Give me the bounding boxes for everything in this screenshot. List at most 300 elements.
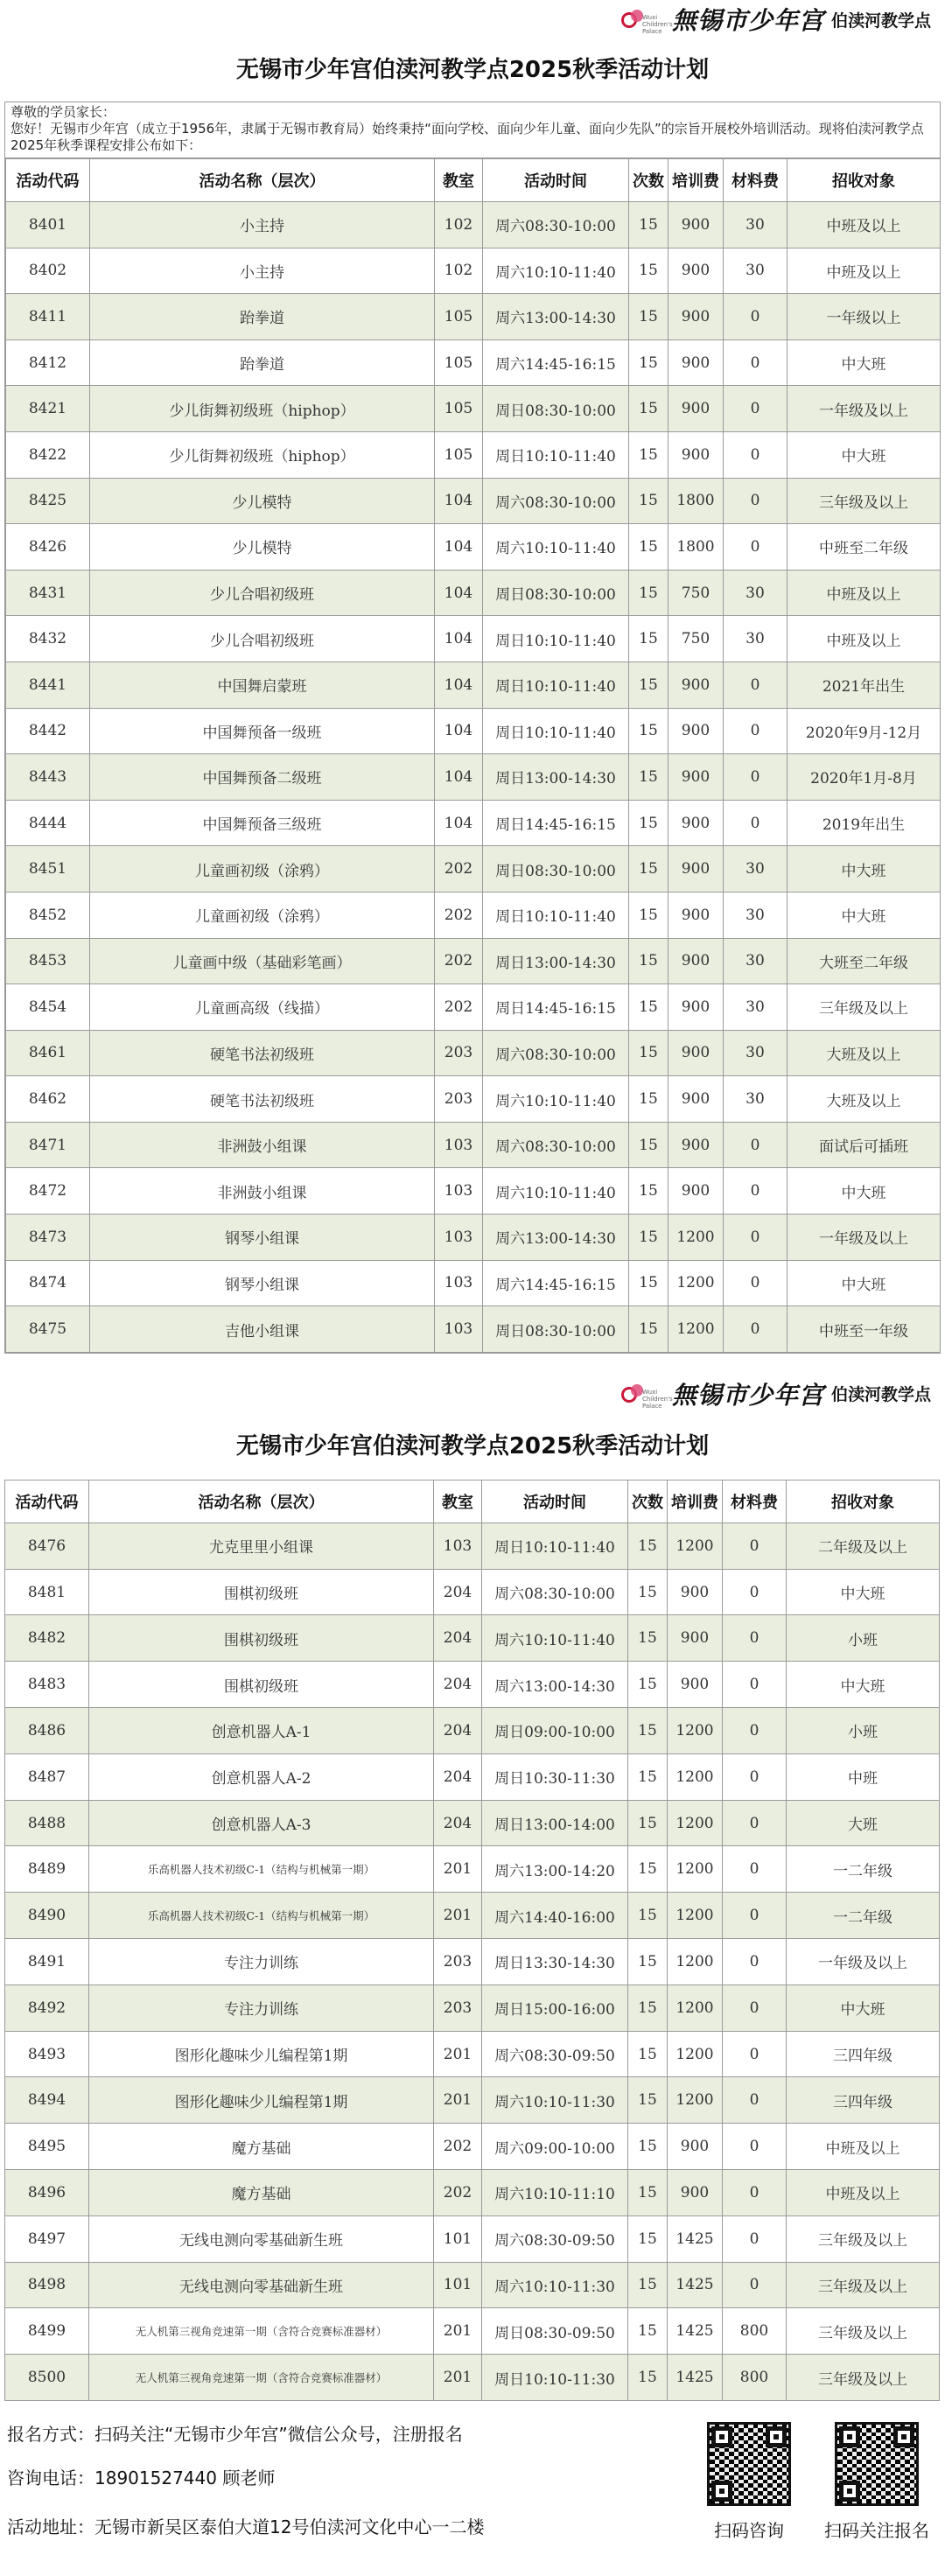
name-cell: 吉他小组课 [90, 1306, 435, 1353]
code-cell: 8411 [6, 294, 90, 340]
material-cell: 0 [724, 478, 788, 524]
time-cell: 周日08:30-09:50 [482, 2308, 628, 2355]
target-cell: 一年级及以上 [788, 1214, 941, 1261]
header-bar-2 [0, 1375, 945, 1413]
fee-cell: 900 [668, 1122, 724, 1168]
table-row [6, 938, 941, 984]
table-row [5, 1615, 940, 1662]
table-row [5, 2262, 940, 2308]
column-header: 培训费 [668, 159, 724, 202]
name-cell: 少儿街舞初级班（hiphop） [90, 431, 435, 478]
column-header: 次数 [629, 159, 668, 202]
time-cell: 周六10:10-11:30 [482, 2077, 628, 2124]
name-cell: 图形化趣味少儿编程第1期 [89, 2077, 434, 2124]
name-cell: 儿童画初级（涂鸦） [90, 846, 435, 892]
name-cell: 中国舞启蒙班 [90, 662, 435, 708]
table-row [6, 1168, 941, 1214]
room-cell: 201 [434, 2308, 482, 2355]
material-cell: 0 [723, 1939, 787, 1985]
name-cell: 围棋初级班 [89, 1662, 434, 1708]
code-cell: 8444 [6, 800, 90, 846]
time-cell: 周日10:10-11:40 [483, 708, 629, 754]
target-cell: 三年级及以上 [788, 984, 941, 1031]
room-cell: 102 [435, 248, 483, 294]
fee-cell: 1800 [668, 478, 724, 524]
material-cell: 0 [723, 1754, 787, 1800]
code-cell: 8496 [5, 2170, 89, 2216]
table-row [6, 1076, 941, 1123]
room-cell: 204 [434, 1569, 482, 1615]
code-cell: 8482 [5, 1615, 89, 1662]
name-cell: 跆拳道 [90, 340, 435, 386]
material-cell: 0 [723, 2031, 787, 2077]
table-row [5, 1754, 940, 1800]
name-cell: 少儿模特 [90, 524, 435, 570]
code-cell: 8497 [5, 2216, 89, 2262]
target-cell: 三年级及以上 [787, 2216, 940, 2262]
code-cell: 8489 [5, 1846, 89, 1893]
fee-cell: 750 [668, 616, 724, 662]
count-cell: 15 [629, 754, 668, 801]
name-cell: 无人机第三视角竞速第一期（含符合竞赛标准器材） [89, 2355, 434, 2401]
count-cell: 15 [628, 2124, 668, 2170]
target-cell: 中班及以上 [788, 570, 941, 616]
time-cell: 周六10:10-11:30 [482, 2262, 628, 2308]
table-row [5, 2031, 940, 2077]
column-header: 招收对象 [788, 159, 941, 202]
room-cell: 203 [435, 1030, 483, 1076]
time-cell: 周日10:10-11:40 [483, 431, 629, 478]
fee-cell: 1200 [668, 2031, 723, 2077]
target-cell: 中大班 [788, 846, 941, 892]
material-cell: 0 [724, 524, 788, 570]
table-row [5, 1893, 940, 1939]
room-cell: 104 [435, 616, 483, 662]
fee-cell: 1425 [668, 2355, 723, 2401]
time-cell: 周六14:40-16:00 [482, 1893, 628, 1939]
name-cell: 专注力训练 [89, 1939, 434, 1985]
time-cell: 周日15:00-16:00 [482, 1984, 628, 2031]
count-cell: 15 [629, 431, 668, 478]
table-row [6, 524, 941, 570]
room-cell: 104 [435, 478, 483, 524]
table-row [6, 1122, 941, 1168]
material-cell: 0 [723, 2124, 787, 2170]
column-header: 培训费 [668, 1480, 723, 1522]
table-row [6, 570, 941, 616]
room-cell: 201 [434, 1893, 482, 1939]
table-row [6, 708, 941, 754]
code-cell: 8425 [6, 478, 90, 524]
material-cell: 30 [724, 1076, 788, 1123]
table-row [6, 892, 941, 938]
material-cell: 30 [724, 892, 788, 938]
table-row [5, 2355, 940, 2401]
code-cell: 8461 [6, 1030, 90, 1076]
code-cell: 8474 [6, 1260, 90, 1306]
room-cell: 202 [435, 938, 483, 984]
name-cell: 乐高机器人技术初级C-1（结构与机械第一期） [89, 1846, 434, 1893]
target-cell: 中班及以上 [787, 2170, 940, 2216]
material-cell: 30 [724, 1030, 788, 1076]
room-cell: 201 [434, 1846, 482, 1893]
material-cell: 0 [723, 2077, 787, 2124]
column-header: 教室 [434, 1480, 482, 1522]
target-cell: 中大班 [787, 1662, 940, 1708]
fee-cell: 1200 [668, 1522, 723, 1569]
material-cell: 0 [724, 708, 788, 754]
material-cell: 0 [724, 662, 788, 708]
room-cell: 101 [434, 2262, 482, 2308]
name-cell: 儿童画高级（线描） [90, 984, 435, 1031]
fee-cell: 900 [668, 248, 724, 294]
code-cell: 8401 [6, 202, 90, 248]
material-cell: 0 [724, 1122, 788, 1168]
name-cell: 创意机器人A-3 [89, 1800, 434, 1846]
target-cell: 中大班 [788, 1168, 941, 1214]
code-cell: 8402 [6, 248, 90, 294]
count-cell: 15 [629, 1214, 668, 1261]
target-cell: 中大班 [787, 1984, 940, 2031]
time-cell: 周日13:30-14:30 [482, 1939, 628, 1985]
table-row [6, 202, 941, 248]
count-cell: 15 [629, 1168, 668, 1214]
name-cell: 无线电测向零基础新生班 [89, 2216, 434, 2262]
time-cell: 周六10:10-11:10 [482, 2170, 628, 2216]
target-cell: 小班 [787, 1708, 940, 1754]
table-row [6, 248, 941, 294]
material-cell: 0 [723, 2170, 787, 2216]
count-cell: 15 [629, 202, 668, 248]
address-info: 活动地址：无锡市新吴区泰伯大道12号伯渎河文化中心一二楼 [7, 2516, 485, 2538]
fee-cell: 900 [668, 1615, 723, 1662]
room-cell: 101 [434, 2216, 482, 2262]
target-cell: 三年级及以上 [787, 2262, 940, 2308]
room-cell: 104 [435, 754, 483, 801]
fee-cell: 1200 [668, 1306, 724, 1353]
count-cell: 15 [628, 1522, 668, 1569]
time-cell: 周日08:30-10:00 [483, 846, 629, 892]
material-cell: 0 [723, 1984, 787, 2031]
target-cell: 2019年出生 [788, 800, 941, 846]
room-cell: 201 [434, 2077, 482, 2124]
count-cell: 15 [629, 708, 668, 754]
count-cell: 15 [629, 892, 668, 938]
time-cell: 周六13:00-14:30 [483, 1214, 629, 1261]
name-cell: 小主持 [90, 248, 435, 294]
target-cell: 中大班 [788, 1260, 941, 1306]
name-cell: 尤克里里小组课 [89, 1522, 434, 1569]
name-cell: 魔方基础 [89, 2124, 434, 2170]
count-cell: 15 [629, 984, 668, 1031]
count-cell: 15 [628, 2031, 668, 2077]
follow-qr-code-icon[interactable] [835, 2422, 919, 2506]
fee-cell: 900 [668, 1569, 723, 1615]
name-cell: 钢琴小组课 [90, 1260, 435, 1306]
column-header: 活动名称（层次） [89, 1480, 434, 1522]
code-cell: 8454 [6, 984, 90, 1031]
count-cell: 15 [628, 1615, 668, 1662]
table-row [5, 2077, 940, 2124]
schedule-table-2 [4, 1480, 940, 2401]
table-row [6, 294, 941, 340]
name-cell: 少儿模特 [90, 478, 435, 524]
material-cell: 30 [724, 202, 788, 248]
fee-cell: 900 [668, 938, 724, 984]
name-cell: 围棋初级班 [89, 1615, 434, 1662]
code-cell: 8431 [6, 570, 90, 616]
count-cell: 15 [628, 1569, 668, 1615]
room-cell: 102 [435, 202, 483, 248]
room-cell: 104 [435, 570, 483, 616]
table-row [6, 431, 941, 478]
material-cell: 30 [724, 984, 788, 1031]
room-cell: 204 [434, 1800, 482, 1846]
room-cell: 103 [435, 1214, 483, 1261]
greeting: 尊敬的学员家长： [10, 104, 116, 120]
fee-cell: 1425 [668, 2216, 723, 2262]
time-cell: 周日14:45-16:15 [483, 800, 629, 846]
name-cell: 少儿合唱初级班 [90, 570, 435, 616]
name-cell: 跆拳道 [90, 294, 435, 340]
code-cell: 8421 [6, 386, 90, 432]
count-cell: 15 [628, 1662, 668, 1708]
room-cell: 202 [435, 892, 483, 938]
count-cell: 15 [629, 1260, 668, 1306]
count-cell: 15 [629, 294, 668, 340]
palace-emblem-icon: Wuxi Children's Palace [620, 7, 665, 32]
code-cell: 8495 [5, 2124, 89, 2170]
count-cell: 15 [628, 1800, 668, 1846]
count-cell: 15 [629, 1030, 668, 1076]
room-cell: 204 [434, 1662, 482, 1708]
material-cell: 0 [723, 2262, 787, 2308]
room-cell: 202 [435, 846, 483, 892]
fee-cell: 1200 [668, 2077, 723, 2124]
time-cell: 周六10:10-11:40 [483, 1168, 629, 1214]
room-cell: 103 [435, 1306, 483, 1353]
time-cell: 周六09:00-10:00 [482, 2124, 628, 2170]
code-cell: 8432 [6, 616, 90, 662]
time-cell: 周日08:30-10:00 [483, 1306, 629, 1353]
code-cell: 8451 [6, 846, 90, 892]
brand-logo [620, 5, 931, 33]
room-cell: 103 [435, 1260, 483, 1306]
target-cell: 中班及以上 [787, 2124, 940, 2170]
fee-cell: 900 [668, 800, 724, 846]
palace-emblem-icon: Wuxi Children's Palace [620, 1382, 665, 1406]
fee-cell: 900 [668, 1030, 724, 1076]
time-cell: 周日13:00-14:30 [483, 938, 629, 984]
fee-cell: 900 [668, 2170, 723, 2216]
fee-cell: 1200 [668, 1984, 723, 2031]
fee-cell: 1425 [668, 2262, 723, 2308]
room-cell: 104 [435, 708, 483, 754]
intro-text [5, 102, 940, 158]
name-cell: 无人机第三视角竞速第一期（含符合竞赛标准器材） [89, 2308, 434, 2355]
count-cell: 15 [628, 1846, 668, 1893]
room-cell: 105 [435, 294, 483, 340]
room-cell: 201 [434, 2355, 482, 2401]
target-cell: 三四年级 [787, 2031, 940, 2077]
name-cell: 中国舞预备一级班 [90, 708, 435, 754]
brand-logo [620, 1380, 931, 1408]
room-cell: 204 [434, 1754, 482, 1800]
material-cell: 0 [724, 1260, 788, 1306]
code-cell: 8422 [6, 431, 90, 478]
count-cell: 15 [629, 524, 668, 570]
material-cell: 0 [723, 1800, 787, 1846]
fee-cell: 900 [668, 340, 724, 386]
code-cell: 8492 [5, 1984, 89, 2031]
room-cell: 202 [435, 984, 483, 1031]
table-row [5, 1708, 940, 1754]
target-cell: 三年级及以上 [787, 2355, 940, 2401]
time-cell: 周日10:10-11:40 [482, 1522, 628, 1569]
code-cell: 8475 [6, 1306, 90, 1353]
follow-qr-label: 扫码关注报名 [824, 2519, 929, 2541]
consult-qr-code-icon[interactable] [707, 2422, 791, 2506]
count-cell: 15 [628, 1893, 668, 1939]
page-title: 无锡市少年宫伯渎河教学点2025秋季活动计划 [235, 57, 710, 83]
target-cell: 中大班 [788, 340, 941, 386]
material-cell: 800 [723, 2355, 787, 2401]
target-cell: 大班 [787, 1800, 940, 1846]
code-cell: 8452 [6, 892, 90, 938]
fee-cell: 750 [668, 570, 724, 616]
code-cell: 8412 [6, 340, 90, 386]
fee-cell: 900 [668, 892, 724, 938]
fee-cell: 900 [668, 431, 724, 478]
fee-cell: 900 [668, 386, 724, 432]
count-cell: 15 [628, 1939, 668, 1985]
time-cell: 周日08:30-10:00 [483, 386, 629, 432]
time-cell: 周日10:30-11:30 [482, 1754, 628, 1800]
column-header: 活动时间 [483, 159, 629, 202]
material-cell: 0 [723, 1893, 787, 1939]
fee-cell: 1200 [668, 1754, 723, 1800]
table-header-row [6, 159, 941, 202]
time-cell: 周日10:10-11:30 [482, 2355, 628, 2401]
header-bar-1 [0, 0, 945, 38]
time-cell: 周日10:10-11:40 [483, 892, 629, 938]
target-cell: 一二年级 [787, 1846, 940, 1893]
target-cell: 中班及以上 [788, 202, 941, 248]
material-cell: 30 [724, 616, 788, 662]
target-cell: 中班及以上 [788, 616, 941, 662]
material-cell: 0 [723, 2216, 787, 2262]
material-cell: 30 [724, 846, 788, 892]
room-cell: 203 [434, 1984, 482, 2031]
code-cell: 8453 [6, 938, 90, 984]
name-cell: 创意机器人A-1 [89, 1708, 434, 1754]
table-row [6, 340, 941, 386]
count-cell: 15 [629, 1122, 668, 1168]
time-cell: 周六08:30-10:00 [483, 1122, 629, 1168]
material-cell: 0 [723, 1522, 787, 1569]
name-cell: 创意机器人A-2 [89, 1754, 434, 1800]
material-cell: 0 [724, 294, 788, 340]
fee-cell: 1200 [668, 1846, 723, 1893]
table-row [6, 386, 941, 432]
target-cell: 三年级及以上 [788, 478, 941, 524]
time-cell: 周六08:30-10:00 [483, 1030, 629, 1076]
name-cell: 少儿街舞初级班（hiphop） [90, 386, 435, 432]
time-cell: 周日09:00-10:00 [482, 1708, 628, 1754]
target-cell: 一年级及以上 [787, 1939, 940, 1985]
code-cell: 8473 [6, 1214, 90, 1261]
time-cell: 周日13:00-14:30 [483, 754, 629, 801]
fee-cell: 900 [668, 846, 724, 892]
time-cell: 周六08:30-09:50 [482, 2031, 628, 2077]
target-cell: 三四年级 [787, 2077, 940, 2124]
target-cell: 2021年出生 [788, 662, 941, 708]
material-cell: 30 [724, 248, 788, 294]
fee-cell: 900 [668, 708, 724, 754]
table-row [5, 1800, 940, 1846]
target-cell: 一年级以上 [788, 294, 941, 340]
target-cell: 小班 [787, 1615, 940, 1662]
time-cell: 周日14:45-16:15 [483, 984, 629, 1031]
material-cell: 0 [723, 1708, 787, 1754]
count-cell: 15 [629, 386, 668, 432]
target-cell: 中大班 [788, 431, 941, 478]
count-cell: 15 [628, 2355, 668, 2401]
room-cell: 105 [435, 386, 483, 432]
material-cell: 30 [724, 938, 788, 984]
target-cell: 大班及以上 [788, 1076, 941, 1123]
column-header: 次数 [628, 1480, 668, 1522]
fee-cell: 900 [668, 1662, 723, 1708]
schedule-table-1 [5, 158, 941, 1353]
column-header: 活动代码 [6, 159, 90, 202]
target-cell: 大班至二年级 [788, 938, 941, 984]
fee-cell: 900 [668, 202, 724, 248]
count-cell: 15 [629, 846, 668, 892]
room-cell: 104 [435, 800, 483, 846]
table-row [5, 2216, 940, 2262]
count-cell: 15 [628, 1984, 668, 2031]
count-cell: 15 [629, 478, 668, 524]
table-row [6, 616, 941, 662]
target-cell: 中大班 [788, 892, 941, 938]
code-cell: 8443 [6, 754, 90, 801]
count-cell: 15 [629, 1306, 668, 1353]
time-cell: 周六13:00-14:20 [482, 1846, 628, 1893]
count-cell: 15 [628, 2308, 668, 2355]
target-cell: 一年级及以上 [788, 386, 941, 432]
material-cell: 0 [724, 754, 788, 801]
code-cell: 8493 [5, 2031, 89, 2077]
code-cell: 8426 [6, 524, 90, 570]
name-cell: 无线电测向零基础新生班 [89, 2262, 434, 2308]
brand-name: 無锡市少年宫 [671, 6, 824, 35]
material-cell: 0 [724, 1214, 788, 1261]
room-cell: 202 [434, 2170, 482, 2216]
table-row [6, 1260, 941, 1306]
fee-cell: 900 [668, 662, 724, 708]
time-cell: 周六14:45-16:15 [483, 340, 629, 386]
signup-info: 报名方式：扫码关注“无锡市少年宫”微信公众号，注册报名 [7, 2423, 463, 2445]
room-cell: 103 [435, 1168, 483, 1214]
room-cell: 103 [435, 1122, 483, 1168]
table-row [6, 800, 941, 846]
material-cell: 0 [723, 1569, 787, 1615]
table-row [6, 754, 941, 801]
target-cell: 面试后可插班 [788, 1122, 941, 1168]
table-row [5, 2124, 940, 2170]
count-cell: 15 [628, 1708, 668, 1754]
